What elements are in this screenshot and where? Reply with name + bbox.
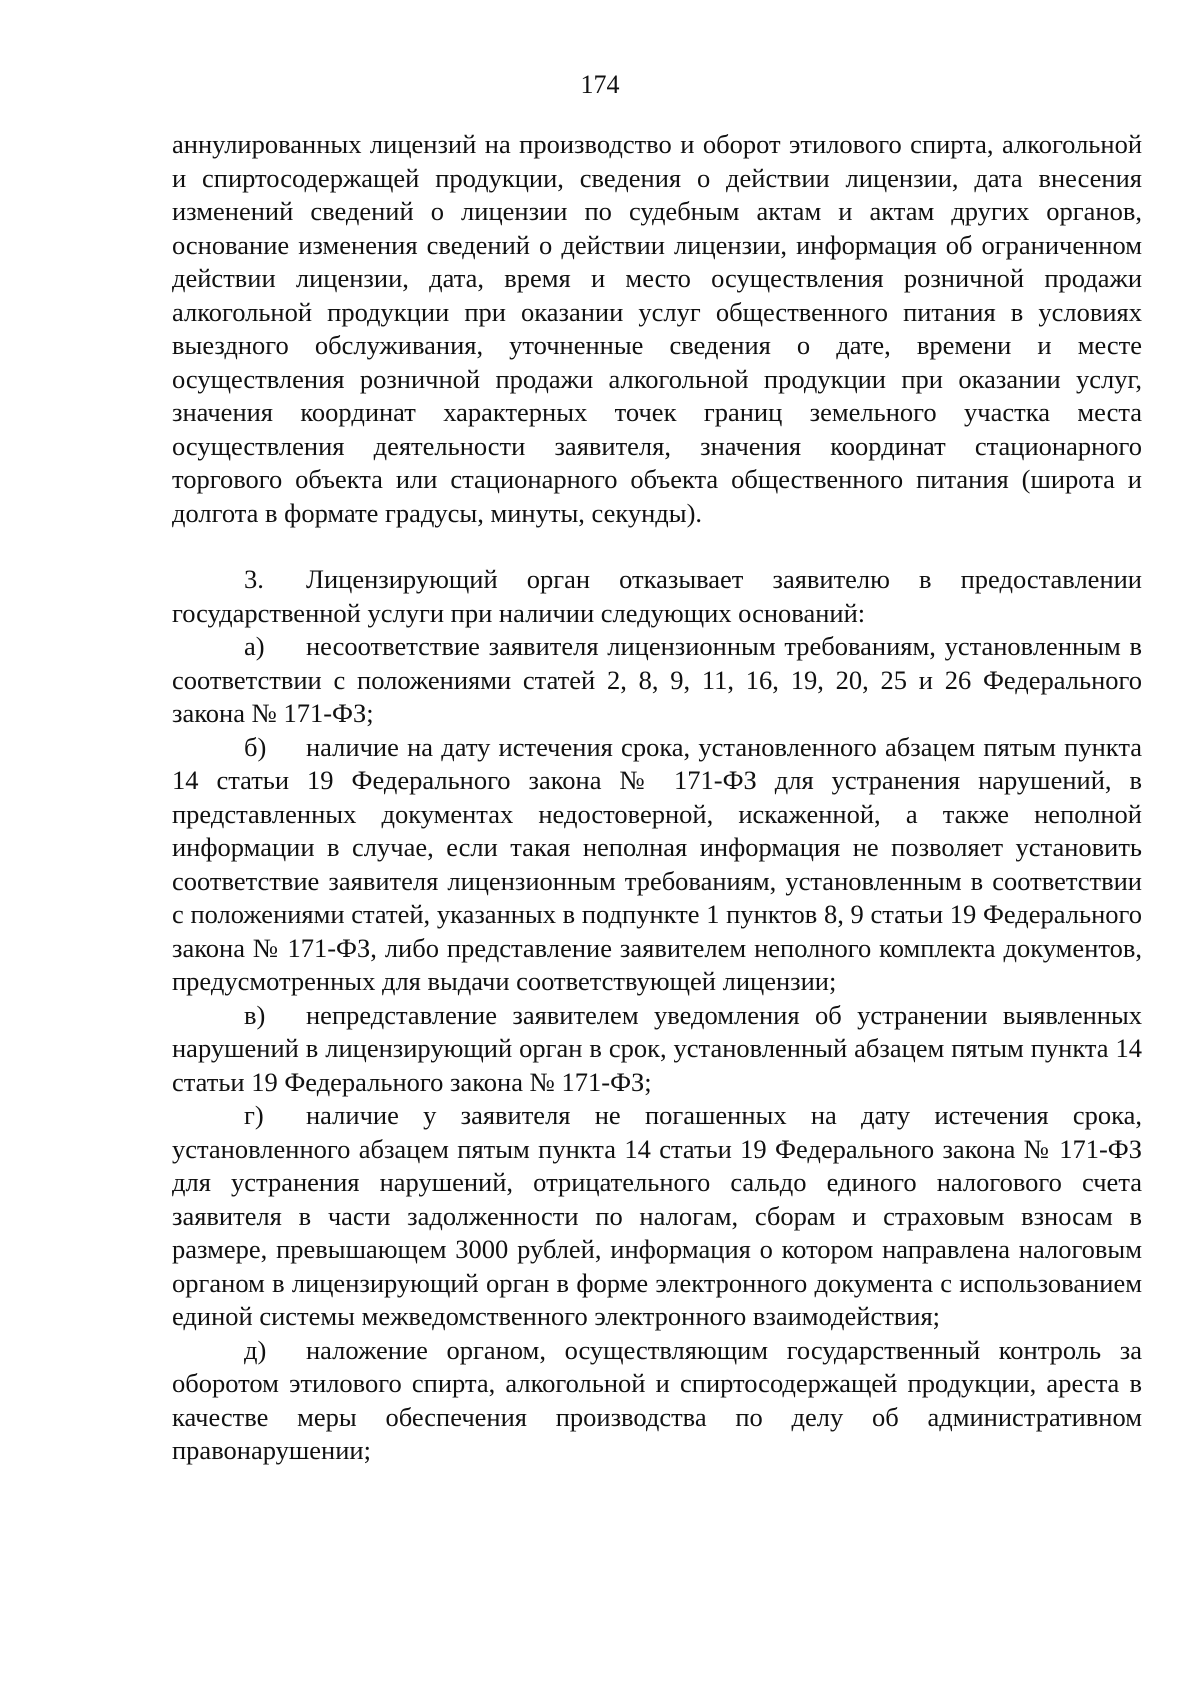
clause-3-paragraph [172, 563, 1142, 630]
document-body [172, 128, 1142, 1468]
page-number: 174 [580, 70, 620, 99]
list-item-text: несоответствие заявителя лицензионным требованиям, установленным в соответствии с положениями статей 2, 8, 9, 11, 16, 19, 20, 25 и 26 Федерального закона № 171-ФЗ; [172, 631, 1142, 728]
list-item-marker: г) [244, 1100, 264, 1130]
list-item-b [172, 731, 1142, 999]
paragraph-gap [172, 530, 1142, 563]
clause-3-text: Лицензирующий орган отказывает заявителю в предоставлении государственной услуги при наличии следующих оснований: [172, 564, 1142, 628]
list-item-marker: д) [244, 1334, 267, 1365]
list-item-text: наличие на дату истечения срока, установленного абзацем пятым пункта 14 статьи 19 Федерального закона № 171-ФЗ для устранения нарушений, в представленных документах недостоверной, искаженной, а также неполной информации в случае, если такая неполная информация не позволяет установить соответствие заявителя лицензионным требованиям, установленным в соответствии с положениями статей, указанных в подпункте 1 пунктов 8, 9 статьи 19 Федерального закона № 171-ФЗ, либо представление заявителем неполного комплекта документов, предусмотренных для выдачи соответствующей лицензии; [172, 731, 1142, 996]
list-item-marker: в) [244, 999, 266, 1030]
list-item-v [172, 999, 1142, 1100]
list-item-text: непредставление заявителем уведомления об устранении выявленных нарушений в лицензирующий орган в срок, установленный абзацем пятым пункта 14 статьи 19 Федерального закона № 171-ФЗ; [172, 999, 1142, 1097]
list-item-marker: б) [244, 731, 267, 762]
list-item-d [172, 1334, 1142, 1468]
list-item-g [172, 1099, 1142, 1334]
list-item-text: наличие у заявителя не погашенных на дату истечения срока, установленного абзацем пятым пункта 14 статьи 19 Федерального закона № 171-ФЗ для устранения нарушений, отрицательного сальдо единого налогового счета заявителя в части задолженности по налогам, сборам и страховым взносам в размере, превышающем 3000 рублей, информация о котором направлена налоговым органом в лицензирующий орган в форме электронного документа с использованием единой системы межведомственного электронного взаимодействия; [172, 1100, 1142, 1331]
list-item-text: наложение органом, осуществляющим государственный контроль за оборотом этилового спирта, алкогольной и спиртосодержащей продукции, ареста в качестве меры обеспечения производства по делу об административном правонарушении; [172, 1334, 1142, 1465]
continuation-paragraph: аннулированных лицензий на производство и оборот этилового спирта, алкогольной и спиртосодержащей продукции, сведения о действии лицензии, дата внесения изменений сведений о лицензии по судебным актам и актам других органов, основание изменения сведений о действии лицензии, информация об ограниченном действии лицензии, дата, время и место осуществления розничной продажи алкогольной продукции при оказании услуг общественного питания в условиях выездного обслуживания, уточненные сведения о дате, времени и месте осуществления розничной продажи алкогольной продукции при оказании услуг, значения координат характерных точек границ земельного участка места осуществления деятельности заявителя, значения координат стационарного торгового объекта или стационарного объекта общественного питания (широта и долгота в формате градусы, минуты, секунды). [172, 129, 1142, 528]
list-item-a [172, 630, 1142, 731]
clause-3-number: 3. [244, 564, 264, 594]
list-item-marker: а) [244, 631, 265, 661]
